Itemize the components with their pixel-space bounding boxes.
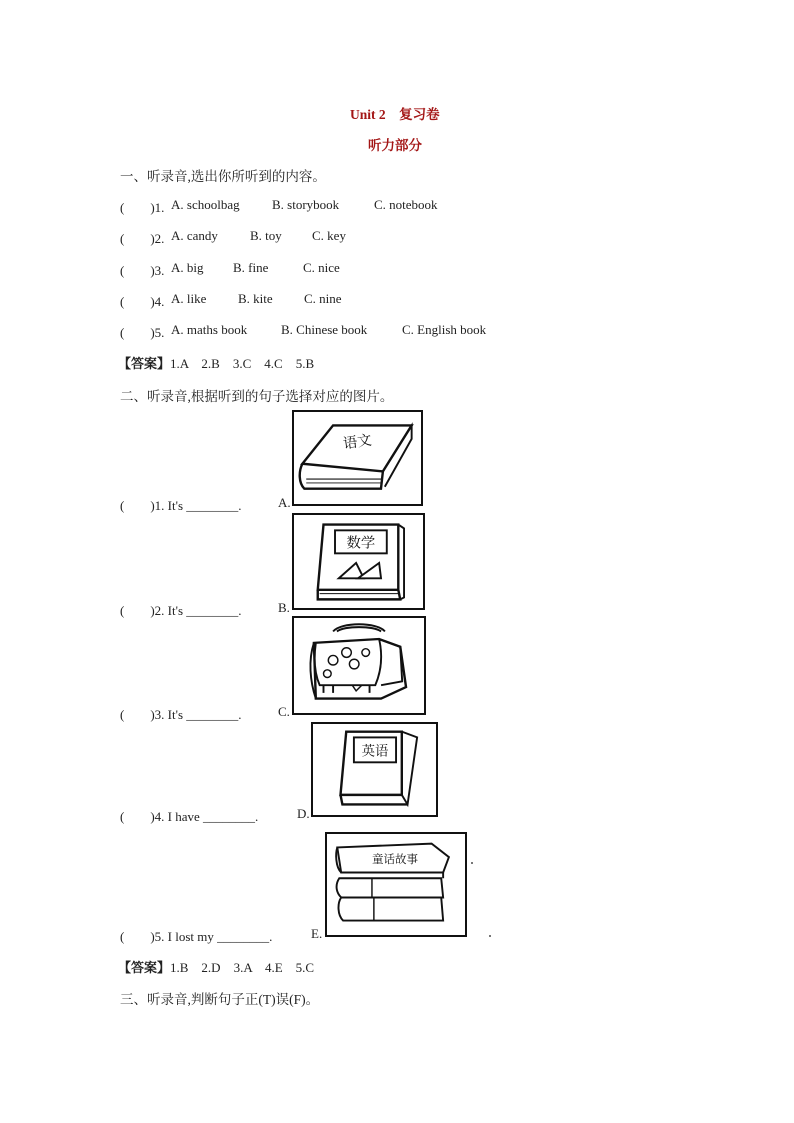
list-item: ( )2. [120, 231, 165, 246]
section3-heading: 三、听录音,判断句子正(T)误(F)。 [120, 992, 320, 1007]
answer-paren: ( ) [120, 200, 155, 215]
list-item: ( )4. [120, 294, 165, 309]
answer-paren: ( ) [120, 263, 155, 278]
option-b: B. fine [233, 260, 269, 275]
stray-dot [471, 862, 473, 864]
list-item: ( )5. [120, 325, 165, 340]
answer-label: 【答案】 [118, 960, 171, 975]
option-a: A. schoolbag [171, 197, 240, 212]
list-item: ( )2. It's ________. [120, 603, 242, 618]
option-a: A. like [171, 291, 207, 306]
book-label: 英语 [361, 744, 389, 760]
schoolbag-icon [294, 618, 424, 713]
chinese-book-picture [292, 410, 423, 506]
section2-heading: 二、听录音,根据听到的句子选择对应的图片。 [120, 389, 394, 404]
option-c: C. nine [304, 291, 342, 306]
section1-heading: 一、听录音,选出你所听到的内容。 [120, 169, 326, 184]
answer-paren: ( ) [120, 809, 155, 824]
option-a: A. candy [171, 228, 218, 243]
option-a: A. maths book [171, 322, 248, 337]
storybooks-icon [327, 834, 465, 935]
answer-paren: ( ) [120, 929, 155, 944]
option-b: B. toy [250, 228, 282, 243]
answer-text: 1.B 2.D 3.A 4.E 5.C [170, 960, 315, 975]
option-b: B. storybook [272, 197, 340, 212]
list-item: ( )3. [120, 263, 165, 278]
option-c: C. English book [402, 322, 487, 337]
list-item: ( )4. I have ________. [120, 809, 259, 824]
option-c: C. nice [303, 260, 340, 275]
storybooks-picture [325, 832, 467, 937]
schoolbag-picture [292, 616, 426, 715]
list-item: ( )1. [120, 200, 165, 215]
list-item: ( )5. I lost my ________. [120, 929, 273, 944]
picture-letter: A. [278, 495, 291, 510]
list-item: ( )1. It's ________. [120, 498, 242, 513]
answer-paren: ( ) [120, 498, 155, 513]
chinese-book-icon [294, 412, 421, 504]
picture-letter: D. [297, 806, 310, 821]
list-item: ( )3. It's ________. [120, 707, 242, 722]
answer-text: 1.A 2.B 3.C 4.C 5.B [170, 356, 315, 371]
picture-letter: C. [278, 704, 290, 719]
stray-dot [489, 935, 491, 937]
answer-paren: ( ) [120, 603, 155, 618]
page-subtitle: 听力部分 [368, 138, 422, 153]
book-label: 语文 [342, 432, 373, 453]
book-label: 童话故事 [371, 851, 419, 866]
picture-letter: E. [311, 926, 323, 941]
option-b: B. Chinese book [281, 322, 368, 337]
maths-book-picture [292, 513, 425, 610]
english-book-icon [313, 724, 436, 815]
answer-paren: ( ) [120, 294, 155, 309]
page-title: Unit 2 复习卷 [350, 107, 440, 122]
section2-answer [118, 957, 314, 976]
maths-book-icon [294, 515, 423, 608]
option-a: A. big [171, 260, 204, 275]
answer-paren: ( ) [120, 231, 155, 246]
english-book-picture [311, 722, 438, 817]
picture-letter: B. [278, 600, 290, 615]
option-c: C. key [312, 228, 346, 243]
book-label: 数学 [346, 535, 376, 552]
option-c: C. notebook [374, 197, 438, 212]
answer-paren: ( ) [120, 707, 155, 722]
answer-paren: ( ) [120, 325, 155, 340]
section1-answer [118, 353, 314, 372]
answer-label: 【答案】 [118, 356, 171, 371]
option-b: B. kite [238, 291, 273, 306]
